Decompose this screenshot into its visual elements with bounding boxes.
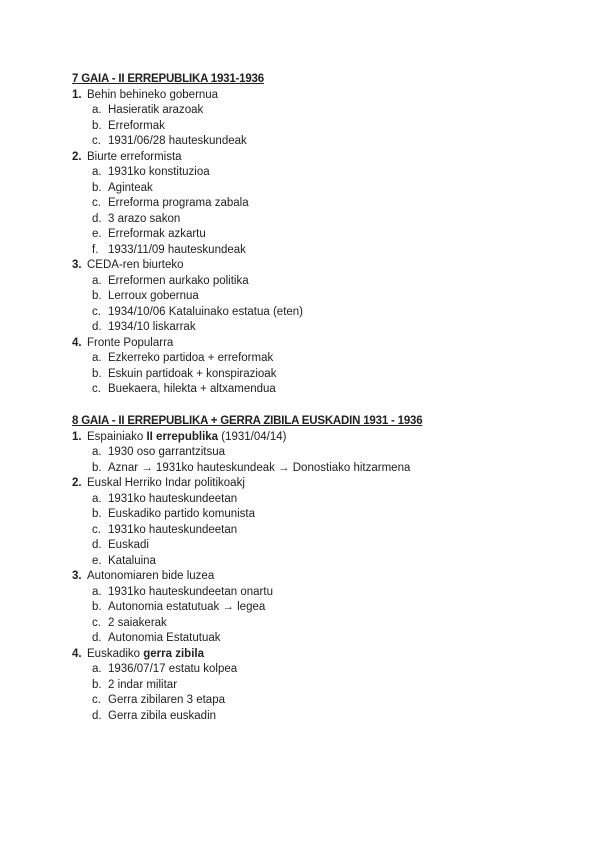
sub-item bbox=[72, 600, 572, 616]
sub-item-text: Buekaera, hilekta + altxamendua bbox=[108, 383, 276, 395]
sub-item-text: Erreforma programa zabala bbox=[108, 197, 249, 209]
sub-item-text: Ezkerreko partidoa + erreformak bbox=[108, 352, 274, 364]
sub-item-letter: b. bbox=[92, 508, 102, 520]
item-number: 1. bbox=[72, 88, 82, 101]
sub-item-letter: d. bbox=[92, 539, 102, 551]
sub-item-text: 2 indar militar bbox=[108, 678, 178, 691]
sub-item-text: Autonomia Estatutuak bbox=[108, 632, 221, 644]
sub-item-text: 1931ko konstituzioa bbox=[108, 166, 210, 178]
sub-item-letter: b. bbox=[92, 678, 102, 691]
item-number: 2. bbox=[72, 150, 82, 163]
sub-item-letter: c. bbox=[92, 523, 101, 536]
sub-item-letter: d. bbox=[92, 632, 102, 644]
sub-item bbox=[72, 351, 572, 367]
sub-item bbox=[72, 367, 572, 383]
sub-item bbox=[72, 320, 572, 336]
sub-item bbox=[72, 134, 572, 150]
sub-item-letter: b. bbox=[92, 119, 102, 132]
section-title: 8 GAIA - II ERREPUBLIKA + GERRA ZIBILA EUSKADIN 1931 - 1936 bbox=[72, 415, 423, 427]
sub-item-text: 2 saiakerak bbox=[108, 616, 167, 629]
item-number: 2. bbox=[72, 477, 82, 489]
sub-item bbox=[72, 243, 572, 259]
sub-item-text: 1934/10 liskarrak bbox=[108, 321, 196, 333]
sub-item-letter: b. bbox=[92, 601, 102, 613]
item-text-bold: II errepublika bbox=[146, 430, 219, 443]
sub-item-letter: f. bbox=[92, 243, 99, 256]
sub-item-text: 3 arazo sakon bbox=[108, 212, 181, 225]
sub-item-text: Autonomia estatutuak → legea bbox=[108, 601, 266, 613]
sub-item bbox=[72, 119, 572, 135]
sub-item-letter: d. bbox=[92, 212, 102, 225]
sub-item-text: 1931ko hauteskundeetan onartu bbox=[108, 585, 273, 598]
sub-item bbox=[72, 538, 572, 554]
item-number: 4. bbox=[72, 336, 82, 349]
outline-item bbox=[72, 647, 572, 663]
sub-item-letter: c. bbox=[92, 383, 101, 395]
outline-item bbox=[72, 569, 572, 585]
sub-item-text: Erreformak bbox=[108, 119, 165, 132]
sub-item-letter: a. bbox=[92, 104, 102, 116]
sub-item-letter: b. bbox=[92, 367, 102, 380]
sub-item bbox=[72, 274, 572, 290]
sub-item bbox=[72, 103, 572, 119]
sub-item-text: 1930 oso garrantzitsua bbox=[108, 446, 225, 458]
sub-item-letter: e. bbox=[92, 554, 102, 567]
sub-item bbox=[72, 709, 572, 725]
sub-item bbox=[72, 227, 572, 243]
outline-item bbox=[72, 150, 572, 166]
sub-item bbox=[72, 196, 572, 212]
sub-item bbox=[72, 165, 572, 181]
sub-item-letter: a. bbox=[92, 352, 102, 364]
sub-item-text: Gerra zibila euskadin bbox=[108, 709, 217, 722]
sub-item-letter: a. bbox=[92, 663, 102, 675]
section-gaia-8 bbox=[72, 414, 572, 724]
sub-item-letter: a. bbox=[92, 585, 102, 598]
sub-item bbox=[72, 554, 572, 570]
outline-item bbox=[72, 430, 572, 446]
sub-item bbox=[72, 631, 572, 647]
sub-item-letter: b. bbox=[92, 461, 102, 474]
sub-item-letter: a. bbox=[92, 166, 102, 178]
sub-item bbox=[72, 382, 572, 398]
sub-item bbox=[72, 662, 572, 678]
outline-item bbox=[72, 258, 572, 274]
sub-item-text: Hasieratik arazoak bbox=[108, 104, 204, 116]
sub-item-text: 1934/10/06 Kataluinako estatua (eten) bbox=[108, 305, 304, 318]
sub-item-letter: c. bbox=[92, 135, 101, 147]
sub-item-text: 1933/11/09 hauteskundeak bbox=[108, 243, 246, 256]
sub-item bbox=[72, 523, 572, 539]
sub-item-text: 1936/07/17 estatu kolpea bbox=[108, 663, 238, 675]
sub-item-letter: d. bbox=[92, 321, 102, 333]
section-title: 7 GAIA - II ERREPUBLIKA 1931-1936 bbox=[72, 73, 264, 85]
sub-item-letter: b. bbox=[92, 290, 102, 302]
sub-item bbox=[72, 461, 572, 477]
sub-item bbox=[72, 492, 572, 508]
sub-item-text: Euskadi bbox=[108, 539, 149, 551]
sub-item-text: 1931/06/28 hauteskundeak bbox=[108, 135, 247, 147]
sub-item-letter: a. bbox=[92, 492, 102, 505]
sub-item-text: Aginteak bbox=[108, 181, 153, 194]
sub-item bbox=[72, 445, 572, 461]
sub-item bbox=[72, 678, 572, 694]
sub-item-text: Eskuin partidoak + konspirazioak bbox=[108, 367, 277, 380]
item-text-bold: gerra zibila bbox=[143, 647, 204, 660]
sub-item bbox=[72, 585, 572, 601]
sub-item bbox=[72, 305, 572, 321]
section-gaia-7 bbox=[72, 72, 572, 398]
sub-item-text: Aznar → 1931ko hauteskundeak → Donostiako hitzarmena bbox=[108, 461, 411, 474]
sub-item-letter: a. bbox=[92, 446, 102, 458]
item-text: Euskal Herriko Indar politikoakj bbox=[87, 477, 245, 489]
item-text: Behin behineko gobernua bbox=[87, 88, 219, 101]
sub-item-letter: c. bbox=[92, 616, 101, 629]
sub-item-text: Kataluina bbox=[108, 554, 156, 567]
sub-item-text: 1931ko hauteskundeetan bbox=[108, 523, 238, 536]
outline-item bbox=[72, 336, 572, 352]
sub-item-text: Euskadiko partido komunista bbox=[108, 508, 256, 520]
sub-item-letter: c. bbox=[92, 305, 101, 318]
outline-item bbox=[72, 88, 572, 104]
item-text: Biurte erreformista bbox=[87, 150, 182, 163]
sub-item-letter: c. bbox=[92, 197, 101, 209]
item-number: 3. bbox=[72, 570, 82, 582]
item-number: 1. bbox=[72, 430, 82, 443]
sub-item-letter: a. bbox=[92, 274, 102, 287]
sub-item-letter: d. bbox=[92, 709, 102, 722]
item-text: Autonomiaren bide luzea bbox=[87, 570, 215, 582]
item-text: CEDA-ren biurteko bbox=[87, 259, 184, 271]
sub-item-text: Lerroux gobernua bbox=[108, 290, 199, 302]
item-text-suffix: (1931/04/14) bbox=[218, 430, 287, 443]
sub-item-text: 1931ko hauteskundeetan bbox=[108, 492, 238, 505]
sub-item bbox=[72, 181, 572, 197]
sub-item bbox=[72, 507, 572, 523]
item-number: 3. bbox=[72, 259, 82, 271]
item-text: Espainiako bbox=[87, 430, 147, 443]
item-text: Fronte Popularra bbox=[87, 336, 174, 349]
sub-item bbox=[72, 289, 572, 305]
sub-item-letter: c. bbox=[92, 694, 101, 706]
sub-item bbox=[72, 693, 572, 709]
sub-item-text: Erreformak azkartu bbox=[108, 228, 206, 240]
sub-item-text: Gerra zibilaren 3 etapa bbox=[108, 694, 225, 706]
sub-item bbox=[72, 212, 572, 228]
outline-item bbox=[72, 476, 572, 492]
sub-item bbox=[72, 616, 572, 632]
sub-item-text: Erreformen aurkako politika bbox=[108, 274, 249, 287]
sub-item-letter: b. bbox=[92, 181, 102, 194]
sub-item-letter: e. bbox=[92, 228, 102, 240]
item-text: Euskadiko bbox=[87, 647, 144, 660]
item-number: 4. bbox=[72, 647, 82, 660]
